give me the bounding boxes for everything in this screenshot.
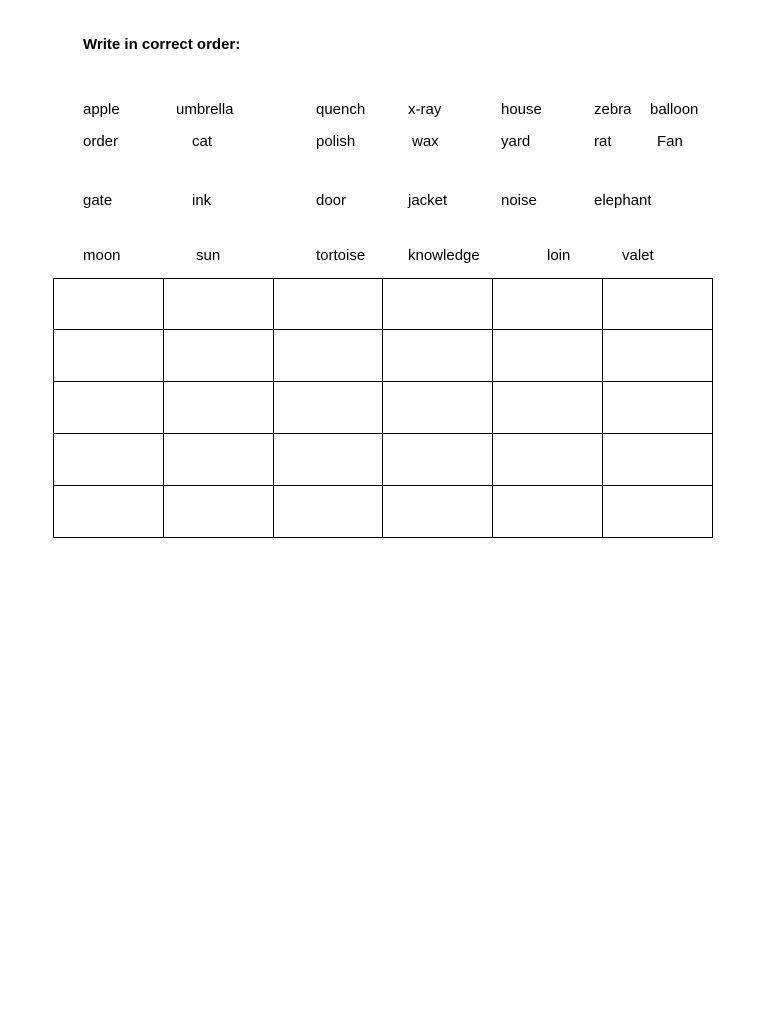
- word-item: noise: [501, 192, 537, 209]
- word-item: umbrella: [176, 101, 234, 118]
- word-item: balloon: [650, 101, 699, 118]
- answer-grid-row: [54, 330, 713, 382]
- answer-cell[interactable]: [274, 279, 383, 330]
- answer-cell[interactable]: [54, 279, 164, 330]
- answer-cell[interactable]: [493, 486, 603, 538]
- answer-cell[interactable]: [493, 279, 603, 330]
- answer-grid: [53, 278, 713, 538]
- answer-cell[interactable]: [603, 486, 713, 538]
- answer-cell[interactable]: [164, 486, 274, 538]
- word-item: knowledge: [408, 247, 480, 264]
- answer-cell[interactable]: [493, 382, 603, 434]
- word-item: order: [83, 133, 119, 150]
- answer-cell[interactable]: [164, 434, 274, 486]
- answer-cell[interactable]: [164, 382, 274, 434]
- answer-cell[interactable]: [54, 382, 164, 434]
- answer-cell[interactable]: [383, 279, 493, 330]
- answer-cell[interactable]: [274, 330, 383, 382]
- word-item: polish: [316, 133, 356, 150]
- answer-cell[interactable]: [603, 382, 713, 434]
- word-item: cat: [192, 133, 213, 150]
- answer-cell[interactable]: [274, 486, 383, 538]
- answer-cell[interactable]: [164, 279, 274, 330]
- word-item: gate: [83, 192, 113, 209]
- answer-cell[interactable]: [603, 434, 713, 486]
- word-item: quench: [316, 101, 366, 118]
- word-item: rat: [594, 133, 612, 150]
- answer-cell[interactable]: [603, 330, 713, 382]
- answer-grid-row: [54, 486, 713, 538]
- word-item: jacket: [408, 192, 448, 209]
- word-item: elephant: [594, 192, 652, 209]
- answer-grid-row: [54, 382, 713, 434]
- worksheet-title: Write in correct order:: [83, 36, 241, 53]
- answer-cell[interactable]: [383, 434, 493, 486]
- word-item: Fan: [657, 133, 683, 150]
- answer-cell[interactable]: [274, 434, 383, 486]
- answer-cell[interactable]: [54, 434, 164, 486]
- answer-cell[interactable]: [164, 330, 274, 382]
- answer-cell[interactable]: [383, 486, 493, 538]
- word-item: wax: [412, 133, 439, 150]
- answer-cell[interactable]: [54, 330, 164, 382]
- word-item: yard: [501, 133, 531, 150]
- word-item: loin: [547, 247, 571, 264]
- word-item: moon: [83, 247, 121, 264]
- word-item: ink: [192, 192, 212, 209]
- answer-cell[interactable]: [493, 434, 603, 486]
- answer-cell[interactable]: [603, 279, 713, 330]
- word-item: zebra: [594, 101, 632, 118]
- answer-cell[interactable]: [383, 330, 493, 382]
- word-item: apple: [83, 101, 120, 118]
- word-item: x-ray: [408, 101, 442, 118]
- answer-grid-row: [54, 279, 713, 330]
- word-item: valet: [622, 247, 654, 264]
- word-item: house: [501, 101, 542, 118]
- answer-grid-row: [54, 434, 713, 486]
- word-item: sun: [196, 247, 221, 264]
- answer-cell[interactable]: [274, 382, 383, 434]
- word-item: tortoise: [316, 247, 366, 264]
- answer-cell[interactable]: [493, 330, 603, 382]
- answer-cell[interactable]: [383, 382, 493, 434]
- word-item: door: [316, 192, 347, 209]
- answer-cell[interactable]: [54, 486, 164, 538]
